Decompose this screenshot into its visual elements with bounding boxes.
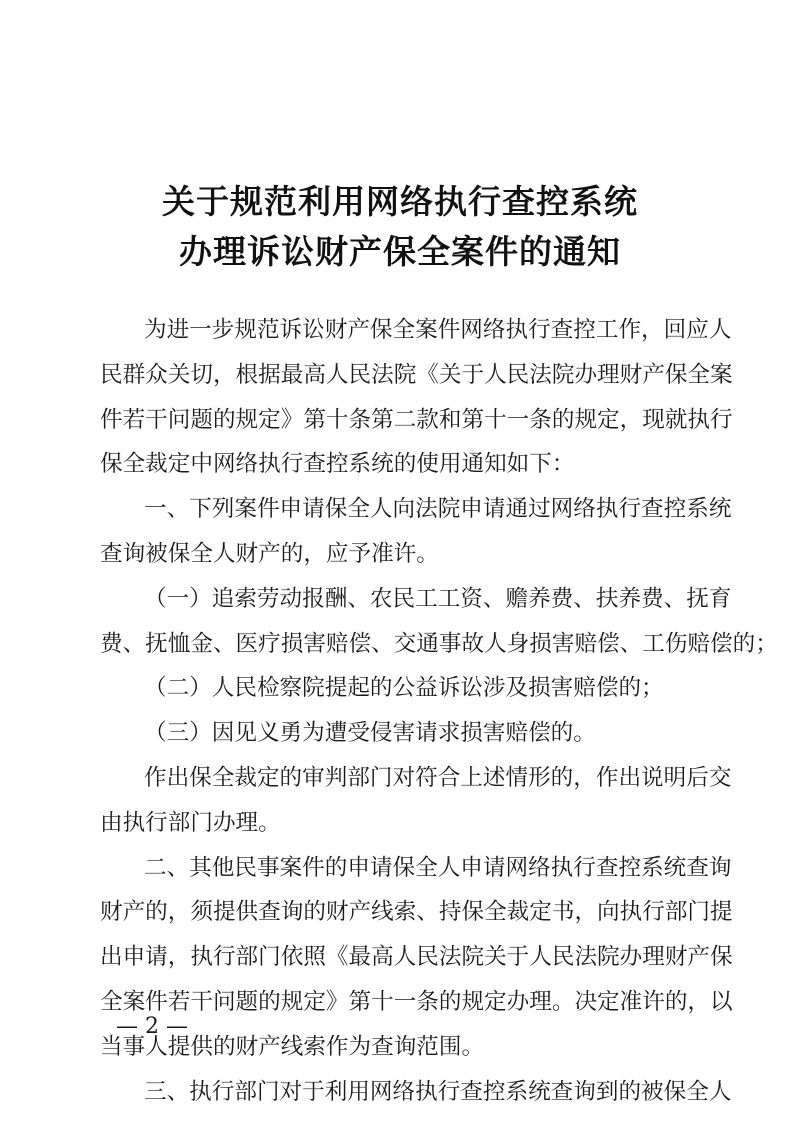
paragraph-line: 作出保全裁定的审判部门对符合上述情形的，作出说明后交 bbox=[144, 764, 732, 791]
paragraph-line: 件若干问题的规定》第十条第二款和第十一条的规定，现就执行 bbox=[100, 406, 733, 433]
paragraph-line: 二、其他民事案件的申请保全人申请网络执行查控系统查询 bbox=[144, 854, 732, 881]
document-title-line-1: 关于规范利用网络执行查控系统 bbox=[162, 182, 638, 221]
document-title-line-2: 办理诉讼财产保全案件的通知 bbox=[179, 232, 621, 271]
paragraph-line: （三）因见义勇为遭受侵害请求损害赔偿的。 bbox=[144, 720, 596, 747]
paragraph-line: （一）追索劳动报酬、农民工工资、赡养费、扶养费、抚育 bbox=[144, 585, 732, 612]
paragraph-line: 一、下列案件申请保全人向法院申请通过网络执行查控系统 bbox=[144, 496, 732, 523]
paragraph-line: 查询被保全人财产的，应予准许。 bbox=[100, 540, 439, 567]
paragraph-line: 为进一步规范诉讼财产保全案件网络执行查控工作，回应人 bbox=[144, 317, 732, 343]
paragraph-line: （二）人民检察院提起的公益诉讼涉及损害赔偿的； bbox=[144, 675, 664, 702]
paragraph-line: 三、执行部门对于利用网络执行查控系统查询到的被保全人 bbox=[144, 1078, 732, 1105]
paragraph-line: 民群众关切，根据最高人民法院《关于人民法院办理财产保全案 bbox=[100, 361, 733, 388]
paragraph-line: 保全裁定中网络执行查控系统的使用通知如下： bbox=[100, 451, 575, 478]
paragraph-line: 当事人提供的财产线索作为查询范围。 bbox=[100, 1033, 485, 1060]
document-body bbox=[100, 308, 778, 1114]
paragraph-line: 费、抚恤金、医疗损害赔偿、交通事故人身损害赔偿、工伤赔偿的； bbox=[100, 630, 778, 657]
paragraph-line: 出申请，执行部门依照《最高人民法院关于人民法院办理财产保 bbox=[100, 944, 733, 971]
paragraph-line: 财产的，须提供查询的财产线索、持保全裁定书，向执行部门提 bbox=[100, 899, 733, 926]
page-number: — 2 — bbox=[116, 1014, 188, 1039]
paragraph-line: 全案件若干问题的规定》第十一条的规定办理。决定准许的，以 bbox=[100, 988, 733, 1015]
paragraph-line: 由执行部门办理。 bbox=[100, 809, 281, 836]
